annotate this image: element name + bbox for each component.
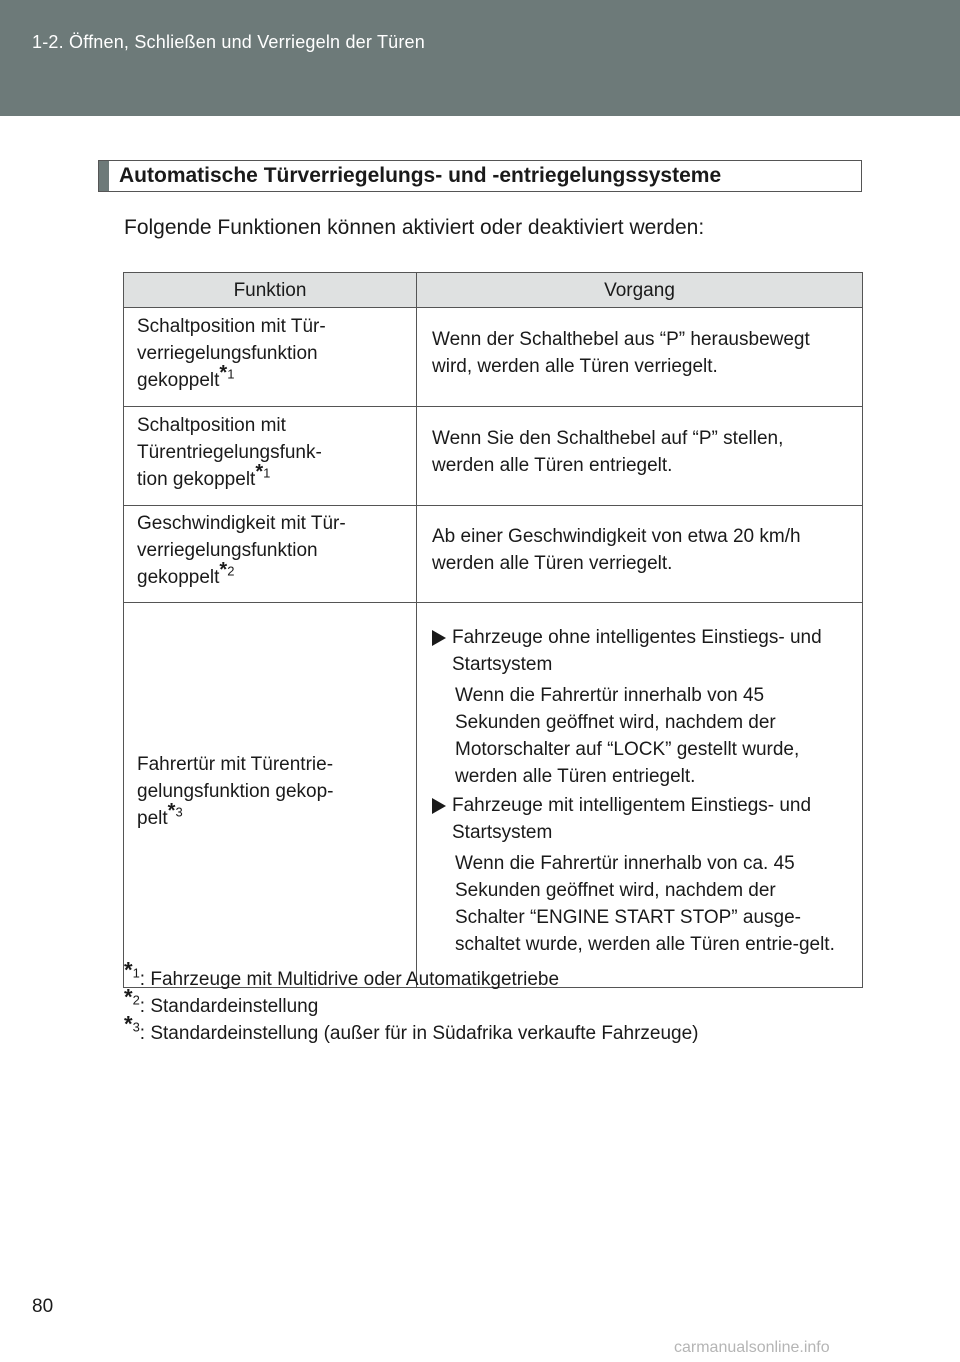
chapter-header [0, 0, 960, 116]
vorgang-cell [417, 603, 863, 988]
footnote-star: * [219, 361, 228, 384]
function-table [123, 272, 863, 988]
section-title-box [98, 160, 862, 192]
footnote-text: : Standardeinstellung (außer für in Südafrika verkaufte Fahrzeuge) [139, 1023, 699, 1044]
table-row [124, 407, 863, 506]
footnote [124, 984, 699, 1020]
table-row [124, 603, 863, 988]
footnote-ref: 1 [227, 366, 235, 382]
footnote-ref: 2 [227, 563, 235, 579]
chapter-title: 1-2. Öffnen, Schließen und Verriegeln der Türen [32, 32, 425, 52]
footnote-text: : Standardeinstellung [139, 996, 319, 1017]
funktion-label: Fahrertür mit Türentrie- gelungsfunktion gekop- pelt [137, 753, 334, 829]
page-number: 80 [32, 1296, 54, 1317]
section-title-bar [99, 161, 109, 191]
footnote [124, 957, 699, 993]
funktion-label: Geschwindigkeit mit Tür- verriegelungsfunktion gekoppelt [137, 512, 346, 588]
system-heading [432, 792, 850, 846]
footnote-ref: 1 [263, 465, 271, 481]
footnote-star: * [219, 558, 228, 581]
footnote-star: * [167, 799, 176, 822]
footnote-number: 3 [132, 1019, 140, 1035]
footnote-number: 1 [132, 965, 140, 981]
funktion-cell [124, 603, 417, 988]
vorgang-cell: Ab einer Geschwindigkeit von etwa 20 km/h werden alle Türen verriegelt. [417, 506, 863, 603]
footnote-number: 2 [132, 992, 140, 1008]
footnotes [124, 957, 699, 1047]
funktion-label: Schaltposition mit Türentriegelungsfunk- tion gekoppelt [137, 414, 322, 490]
funktion-label: Schaltposition mit Tür- verriegelungsfunktion gekoppelt [137, 315, 326, 391]
table-header-row [124, 273, 863, 308]
funktion-cell [124, 506, 417, 603]
system-text: Wenn die Fahrertür innerhalb von ca. 45 Sekunden geöffnet wird, nachdem der Schalter “ENGINE START STOP” ausge-schaltet wurde, werden alle Türen entrie-gelt. [455, 853, 835, 955]
footnote-star: * [124, 1011, 133, 1037]
table-row [124, 506, 863, 603]
watermark: carmanualsonline.info [674, 1339, 830, 1356]
system-block [432, 624, 850, 790]
triangle-bullet-icon [432, 630, 446, 646]
footnote-text: : Fahrzeuge mit Multidrive oder Automatikgetriebe [139, 969, 560, 990]
system-title: Fahrzeuge mit intelligentem Einstiegs- und Startsystem [452, 795, 812, 843]
column-header-vorgang: Vorgang [417, 273, 863, 308]
footnote [124, 1011, 699, 1047]
section-title: Automatische Türverriegelungs- und -entriegelungssysteme [119, 164, 722, 187]
vorgang-cell: Wenn der Schalthebel aus “P” herausbewegt wird, werden alle Türen verriegelt. [417, 308, 863, 407]
system-heading [432, 624, 850, 678]
column-header-funktion: Funktion [124, 273, 417, 308]
system-block [432, 792, 850, 958]
vorgang-cell: Wenn Sie den Schalthebel auf “P” stellen, werden alle Türen entriegelt. [417, 407, 863, 506]
footnote-ref: 3 [175, 804, 183, 820]
footnote-star: * [124, 984, 133, 1010]
footnote-star: * [255, 460, 264, 483]
funktion-cell [124, 407, 417, 506]
table-row [124, 308, 863, 407]
funktion-cell [124, 308, 417, 407]
system-text: Wenn die Fahrertür innerhalb von 45 Sekunden geöffnet wird, nachdem der Motorschalter auf “LOCK” gestellt wurde, werden alle Türen entriegelt. [455, 685, 800, 787]
system-title: Fahrzeuge ohne intelligentes Einstiegs- und Startsystem [452, 627, 822, 675]
footnote-star: * [124, 957, 133, 983]
intro-text: Folgende Funktionen können aktiviert oder deaktiviert werden: [124, 216, 705, 239]
triangle-bullet-icon [432, 798, 446, 814]
